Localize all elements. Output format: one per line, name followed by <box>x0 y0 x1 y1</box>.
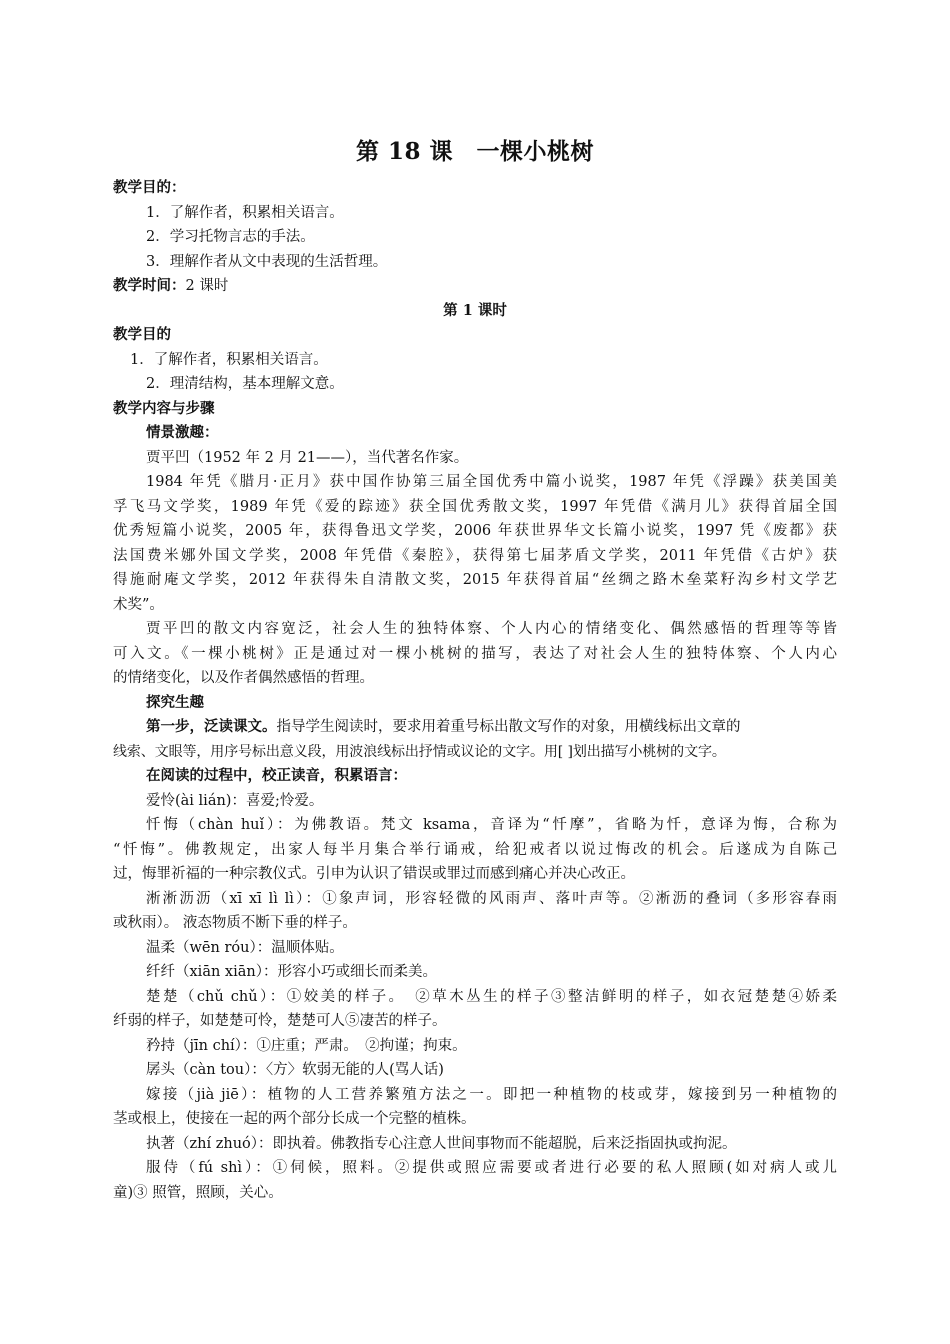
vocab-line: 温柔（wēn róu）：温顺体贴。 <box>146 939 344 956</box>
objectives-heading: 教学目的： <box>113 179 186 196</box>
vocab-line: 纤纤（xiān xiān）：形容小巧或细长而柔美。 <box>146 964 437 980</box>
awards-line: 法国费米娜外国文学奖，2008 年凭借《秦腔》，获得第七届茅盾文学奖，2011 年凭借《古炉》获 <box>113 547 837 564</box>
reading-heading: 在阅读的过程中，校正读音，积累语言： <box>146 767 407 784</box>
vocab-line: 服侍（fú shì）：①伺候，照料。②提供或照应需要或者进行必要的私人照顾(如对病人或儿 <box>146 1160 837 1176</box>
vocab-line: 或秋雨）。 液态物质不断下垂的样子。 <box>113 915 357 931</box>
teaching-time-value: 2 课时 <box>185 278 229 294</box>
vocab-line: 矜持（jīn chí）：①庄重；严肃。 ②拘谨；拘束。 <box>146 1037 467 1054</box>
author-line: 贾平凹（1952 年 2 月 21——），当代著名作家。 <box>146 449 469 466</box>
awards-line: 1984 年凭《腊月·正月》获中国作协第三届全国优秀中篇小说奖，1987 年凭《浮躁》获美国美 <box>146 474 837 490</box>
awards-line: 得施耐庵文学奖，2012 年获得朱自清散文奖，2015 年获得首届“丝绸之路木垒菜籽沟乡村文学艺 <box>113 572 837 588</box>
step1-bold: 第一步，泛读课文。 <box>146 718 277 735</box>
steps-heading: 教学内容与步骤 <box>113 399 215 417</box>
lesson-title: 第 18 课 一棵小桃树 <box>355 138 595 165</box>
lesson-body <box>113 176 837 1205</box>
prose-line: 的情绪变化，以及作者偶然感悟的哲理。 <box>113 670 374 686</box>
vocab-line: 过，悔罪祈福的一种宗教仪式。引申为认识了错误或罪过而感到痛心并决心改正。 <box>113 866 635 882</box>
vocab-line: 茎或根上，使接在一起的两个部分长成一个完整的植株。 <box>113 1111 476 1127</box>
teaching-time-label: 教学时间： <box>113 277 186 294</box>
prose-line: 可入文。《一棵小桃树》正是通过对一棵小桃树的描写，表达了对社会人生的独特体察、个人内心 <box>113 645 837 662</box>
step1-line <box>113 715 837 740</box>
vocab-list <box>113 789 837 1206</box>
lesson1-objective-item: 2．理清结构，基本理解文意。 <box>146 376 344 392</box>
vocab-line: 忏悔（chàn huǐ）：为佛教语。梵文 ksama，音译为“忏摩”，省略为忏，意译为悔，合称为 <box>146 817 837 833</box>
objective-item: 2．学习托物言志的手法。 <box>146 229 315 245</box>
prose-line: 贾平凹的散文内容宽泛，社会人生的独特体察、个人内心的情绪变化、偶然感悟的哲理等等皆 <box>146 621 837 637</box>
vocab-line: 执著（zhí zhuó）：即执着。佛教指专心注意人世间事物而不能超脱，后来泛指固执或拘泥。 <box>146 1135 737 1152</box>
lesson1-heading: 第 1 课时 <box>443 301 507 319</box>
vocab-line: 爱怜(ài lián)：喜爱;怜爱。 <box>146 792 324 809</box>
vocab-line: 楚楚（chǔ chǔ）：①姣美的样子。 ②草木丛生的样子③整洁鲜明的样子，如衣冠楚楚④娇柔 <box>146 988 837 1005</box>
awards-line: 优秀短篇小说奖，2005 年，获得鲁迅文学奖，2006 年获世界华文长篇小说奖，1997 凭《废都》获 <box>113 523 837 539</box>
vocab-line: 嫁接（jià jiē）：植物的人工营养繁殖方法之一。即把一种植物的枝或芽，嫁接到另一种植物的 <box>146 1086 837 1103</box>
explore-heading: 探究生趣 <box>146 693 204 711</box>
objective-item: 3．理解作者从文中表现的生活哲理。 <box>146 253 388 270</box>
step1-line: 线索、文眼等，用序号标出意义段，用波浪线标出抒情或议论的文字。用[ ]划出描写小桃树的文字。 <box>113 743 726 760</box>
intro-heading: 情景激趣： <box>146 424 219 441</box>
step1-text: 指导学生阅读时，要求用着重号标出散文写作的对象，用横线标出文章的 <box>276 719 741 735</box>
lesson1-objective-item: 1．了解作者，积累相关语言。 <box>130 351 328 368</box>
vocab-line: 纤弱的样子，如楚楚可怜，楚楚可人⑤凄苦的样子。 <box>113 1013 447 1029</box>
teaching-time <box>113 274 837 299</box>
vocab-line: 淅淅沥沥（xī xī lì lì）：①象声词，形容轻微的风雨声、落叶声等。②淅沥的叠词（多形容春雨 <box>146 890 837 907</box>
vocab-line: 童)③ 照管，照顾，关心。 <box>113 1184 283 1201</box>
vocab-line: 孱头（càn tou）：〈方〉软弱无能的人(骂人话) <box>146 1062 444 1078</box>
objective-item: 1．了解作者，积累相关语言。 <box>146 204 344 221</box>
lesson1-objectives-heading: 教学目的 <box>113 326 171 343</box>
awards-line: 术奖”。 <box>113 596 164 613</box>
vocab-line: “忏悔”。佛教规定，出家人每半月集合举行诵戒，给犯戒者以说过悔改的机会。后遂成为自陈己 <box>113 841 837 858</box>
awards-line: 孚飞马文学奖，1989 年凭《爱的踪迹》获全国优秀散文奖，1997 年凭借《满月儿》获得首届全国 <box>113 498 837 515</box>
